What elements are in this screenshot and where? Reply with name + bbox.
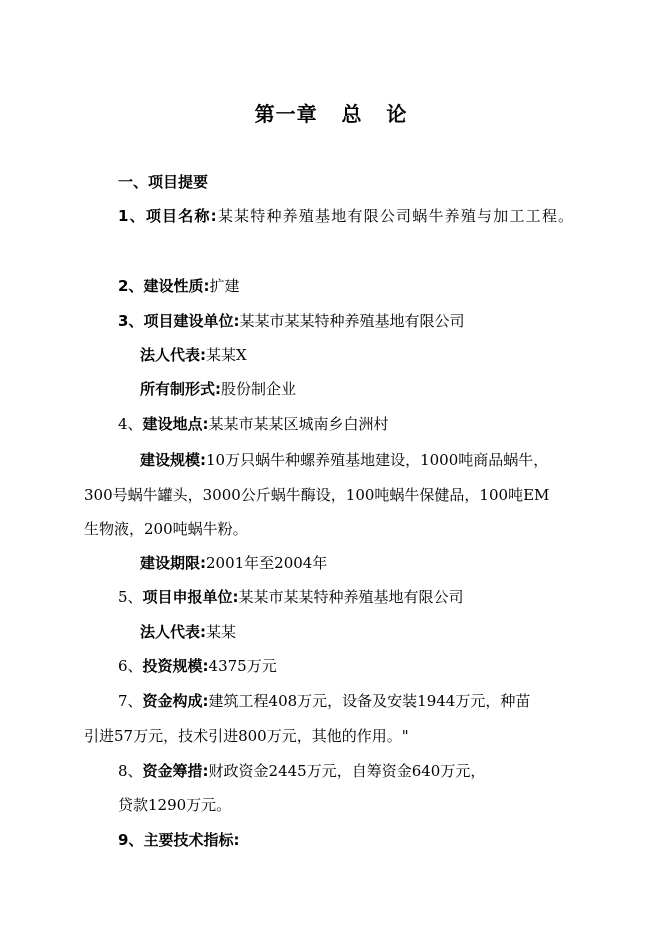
item-3-legal-label: 法人代表: [140, 346, 206, 364]
item-1-label: 项目名称: [145, 207, 218, 225]
chapter-title: 第一章 总 论 [254, 102, 408, 126]
item-4-scale-line3: 生物液，200吨蜗牛粉。 [84, 520, 248, 538]
item-1-number: 1、 [118, 207, 146, 225]
section-heading: 一、项目提要 [118, 173, 209, 191]
item-4-value: 某某市某某区城南乡白洲村 [208, 415, 389, 433]
item-3-number: 3、 [118, 312, 144, 330]
item-3-row [118, 311, 464, 331]
item-8-label: 资金筹措: [142, 762, 209, 780]
item-4-scale-line2: 300号蜗牛罐头，3000公斤蜗牛酶设，100吨蜗牛保健品，100吨EM [84, 486, 550, 504]
item-3-legal-value: 某某X [206, 346, 247, 364]
item-2-row [118, 276, 239, 296]
item-4-row [118, 414, 389, 434]
item-3-legal-row [140, 345, 247, 365]
item-2-number: 2、 [118, 277, 144, 295]
item-5-number: 5、 [118, 588, 143, 606]
item-1-value: 某某特种养殖基地有限公司蜗牛养殖与加工工程。 [217, 207, 575, 225]
item-9-row [118, 830, 239, 850]
item-4-scale-row [140, 450, 548, 470]
item-5-value: 某某市某某特种养殖基地有限公司 [238, 588, 464, 606]
item-6-row [118, 656, 277, 676]
item-5-label: 项目申报单位: [142, 588, 239, 606]
item-4-label: 建设地点: [142, 415, 209, 433]
item-7-row [118, 691, 530, 711]
item-2-label: 建设性质: [143, 277, 210, 295]
item-5-legal-label: 法人代表: [140, 623, 206, 641]
item-8-number: 8、 [118, 762, 143, 780]
item-6-value: 4375万元 [208, 657, 277, 675]
item-6-number: 6、 [118, 657, 143, 675]
item-3-ownership-value: 股份制企业 [221, 380, 297, 398]
item-8-value-line1: 财政资金2445万元，自筹资金640万元， [208, 762, 486, 780]
item-3-ownership-label: 所有制形式: [140, 380, 221, 398]
item-3-label: 项目建设单位: [143, 312, 240, 330]
item-4-period-label: 建设期限: [140, 554, 206, 572]
item-4-number: 4、 [118, 415, 143, 433]
item-1-row [118, 206, 574, 226]
item-7-value-line2: 引进57万元，技术引进800万元，其他的作用。" [84, 727, 409, 745]
item-7-number: 7、 [118, 692, 143, 710]
item-3-ownership-row [140, 379, 296, 399]
item-5-legal-row [140, 622, 236, 642]
item-8-row [118, 761, 485, 781]
item-4-period-row [140, 553, 327, 573]
item-2-value: 扩建 [209, 277, 240, 295]
item-3-value: 某某市某某特种养殖基地有限公司 [239, 312, 465, 330]
item-4-scale-label: 建设规模: [140, 451, 206, 469]
item-8-value-line2: 贷款1290万元。 [118, 796, 232, 814]
item-9-label: 主要技术指标: [143, 831, 240, 849]
item-9-number: 9、 [118, 831, 144, 849]
item-7-value-line1: 建筑工程408万元，设备及安装1944万元，种苗 [208, 692, 531, 710]
item-4-scale-line1: 10万只蜗牛种螺养殖基地建设，1000吨商品蜗牛， [206, 451, 549, 469]
item-5-legal-value: 某某 [206, 623, 237, 641]
item-5-row [118, 587, 464, 607]
item-6-label: 投资规模: [142, 657, 209, 675]
item-7-label: 资金构成: [142, 692, 209, 710]
item-4-period-value: 2001年至2004年 [206, 554, 328, 572]
